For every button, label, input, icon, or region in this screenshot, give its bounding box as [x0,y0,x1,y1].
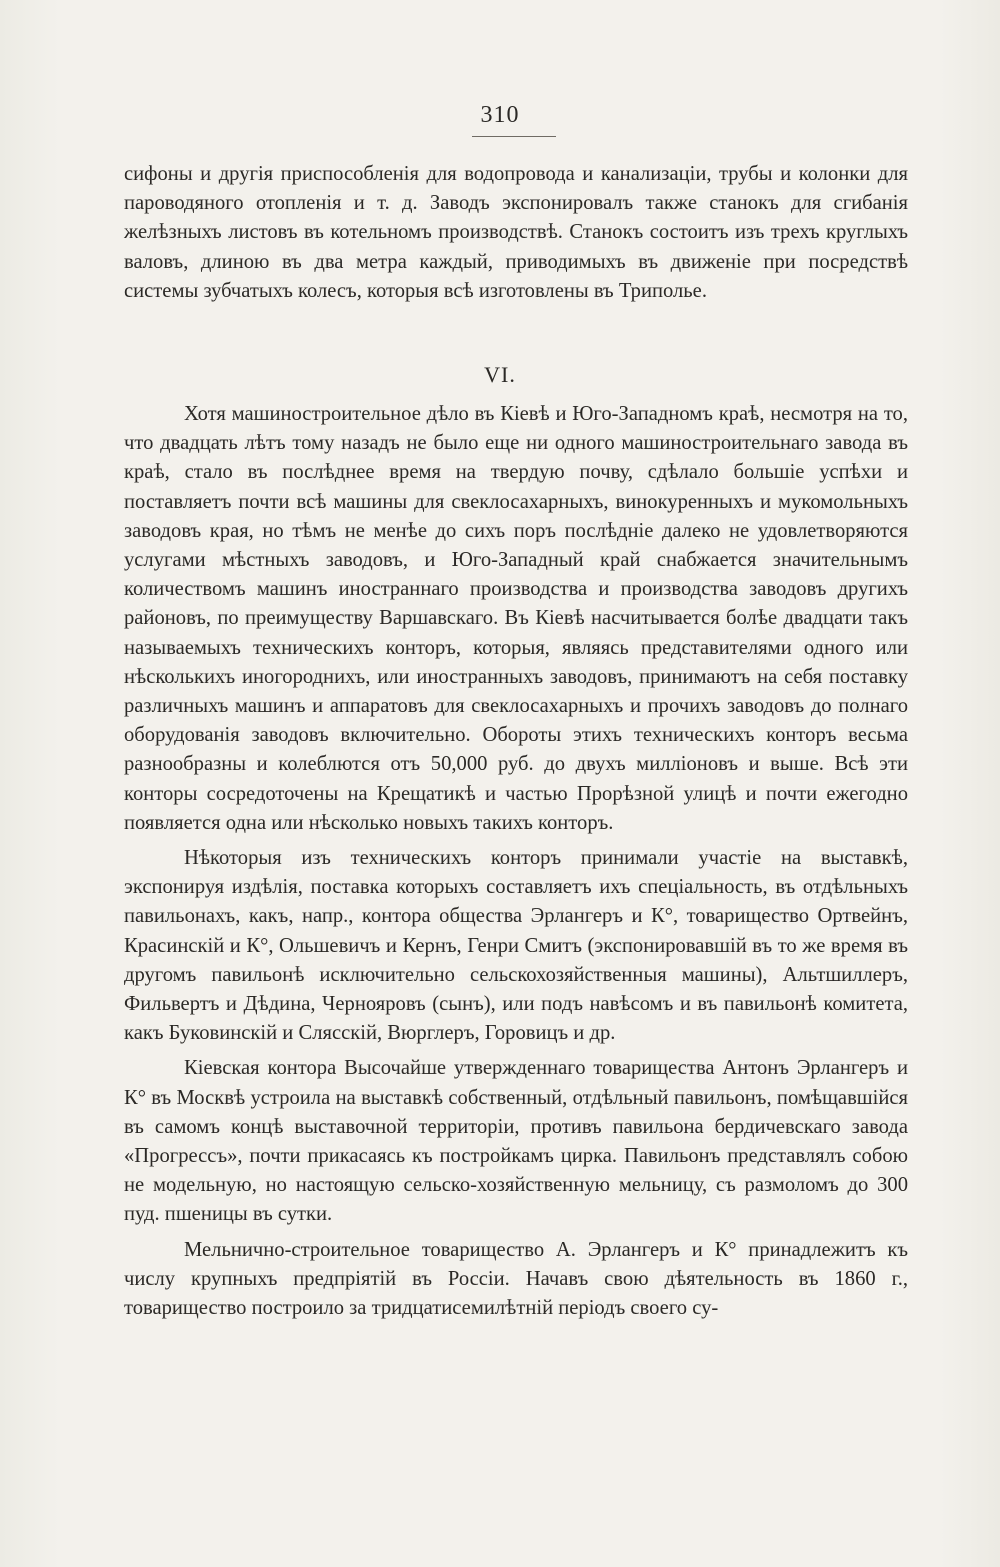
page-number-rule [472,136,556,137]
section-heading: VI. [484,362,516,387]
page-number: 310 [480,102,520,128]
paragraph-technical-offices: Нѣкоторыя изъ техническихъ конторъ принимали участіе на выставкѣ, экспонируя издѣлія, поставка которыхъ составляетъ ихъ спеціальность, въ отдѣльныхъ павильонахъ, какъ, напр., контора общества Эрлангеръ и К°, товарищество Ортвейнъ, Красинскій и К°, Ольшевичъ и Кернъ, Генри Смитъ (экспонировавшій въ то же время въ другомъ павильонѣ исключительно сельскохозяйственныя машины), Альтшиллеръ, Фильвертъ и Дѣдина, Чернояровъ (сынъ), или подъ навѣсомъ и въ павильонѣ комитета, какъ Буковинскій и Слясскій, Вюрглеръ, Горовицъ и др. [124,847,908,1045]
paragraph-erlanger-pavilion: Кіевская контора Высочайше утвержденнаго товарищества Антонъ Эрлангеръ и К° въ Москвѣ устроила на выставкѣ собственный, отдѣльный павильонъ, помѣщавшійся въ самомъ концѣ выставочной территоріи, противъ павильона бердичевскаго завода «Прогрессъ», почти прикасаясь къ постройкамъ цирка. Павильонъ представлялъ собою не модельную, но настоящую сельско-хозяйственную мельницу, съ размоломъ до 300 пуд. пшеницы въ сутки. [124,1057,908,1226]
section-text-block [124,400,908,1323]
paragraph-machine-building: Хотя машиностроительное дѣло въ Кіевѣ и Юго-Западномъ краѣ, несмотря на то, что двадцать лѣтъ тому назадъ не было еще ни одного машиностроительнаго завода въ краѣ, стало въ послѣднее время на твердую почву, сдѣлало большіе успѣхи и поставляетъ почти всѣ машины для свеклосахарныхъ, винокуренныхъ и мукомольныхъ заводовъ края, но тѣмъ не менѣе до сихъ поръ послѣдніе далеко не удовлетворяются услугами мѣстныхъ заводовъ, и Юго-Западный край снабжается значительнымъ количествомъ машинъ иностраннаго производства и производства заводовъ другихъ районовъ, по преимуществу Варшавскаго. Въ Кіевѣ насчитывается болѣе двадцати такъ называемыхъ техническихъ конторъ, которыя, являясь представителями одного или нѣсколькихъ иногороднихъ, или иностранныхъ заводовъ, принимаютъ на себя поставку различныхъ машинъ и аппаратовъ для свеклосахарныхъ и прочихъ заводовъ до полнаго оборудованія заводовъ включительно. Обороты этихъ техническихъ конторъ весьма разнообразны и колеблются отъ 50,000 руб. до двухъ милліоновъ и выше. Всѣ эти конторы сосредоточены на Крещатикѣ и частью Прорѣзной улицѣ и почти ежегодно появляется одна или нѣсколько новыхъ такихъ конторъ. [124,403,908,834]
opening-paragraph: сифоны и другія приспособленія для водопровода и канализаціи, трубы и колонки для пароводяного отопленія и т. д. Заводъ экспонировалъ также станокъ для сгибанія желѣзныхъ листовъ въ котельномъ производствѣ. Станокъ состоитъ изъ трехъ круглыхъ валовъ, длиною въ два метра каждый, приводимыхъ въ движеніе при посредствѣ системы зубчатыхъ колесъ, которыя всѣ изготовлены въ Триполье. [124,163,908,302]
opening-text-block [124,160,908,306]
paragraph-erlanger-company: Мельнично-строительное товарищество А. Эрлангеръ и К° принадлежитъ къ числу крупныхъ предпріятій въ Россіи. Начавъ свою дѣятельность въ 1860 г., товарищество построило за тридцатисемилѣтній періодъ своего су- [124,1238,908,1320]
